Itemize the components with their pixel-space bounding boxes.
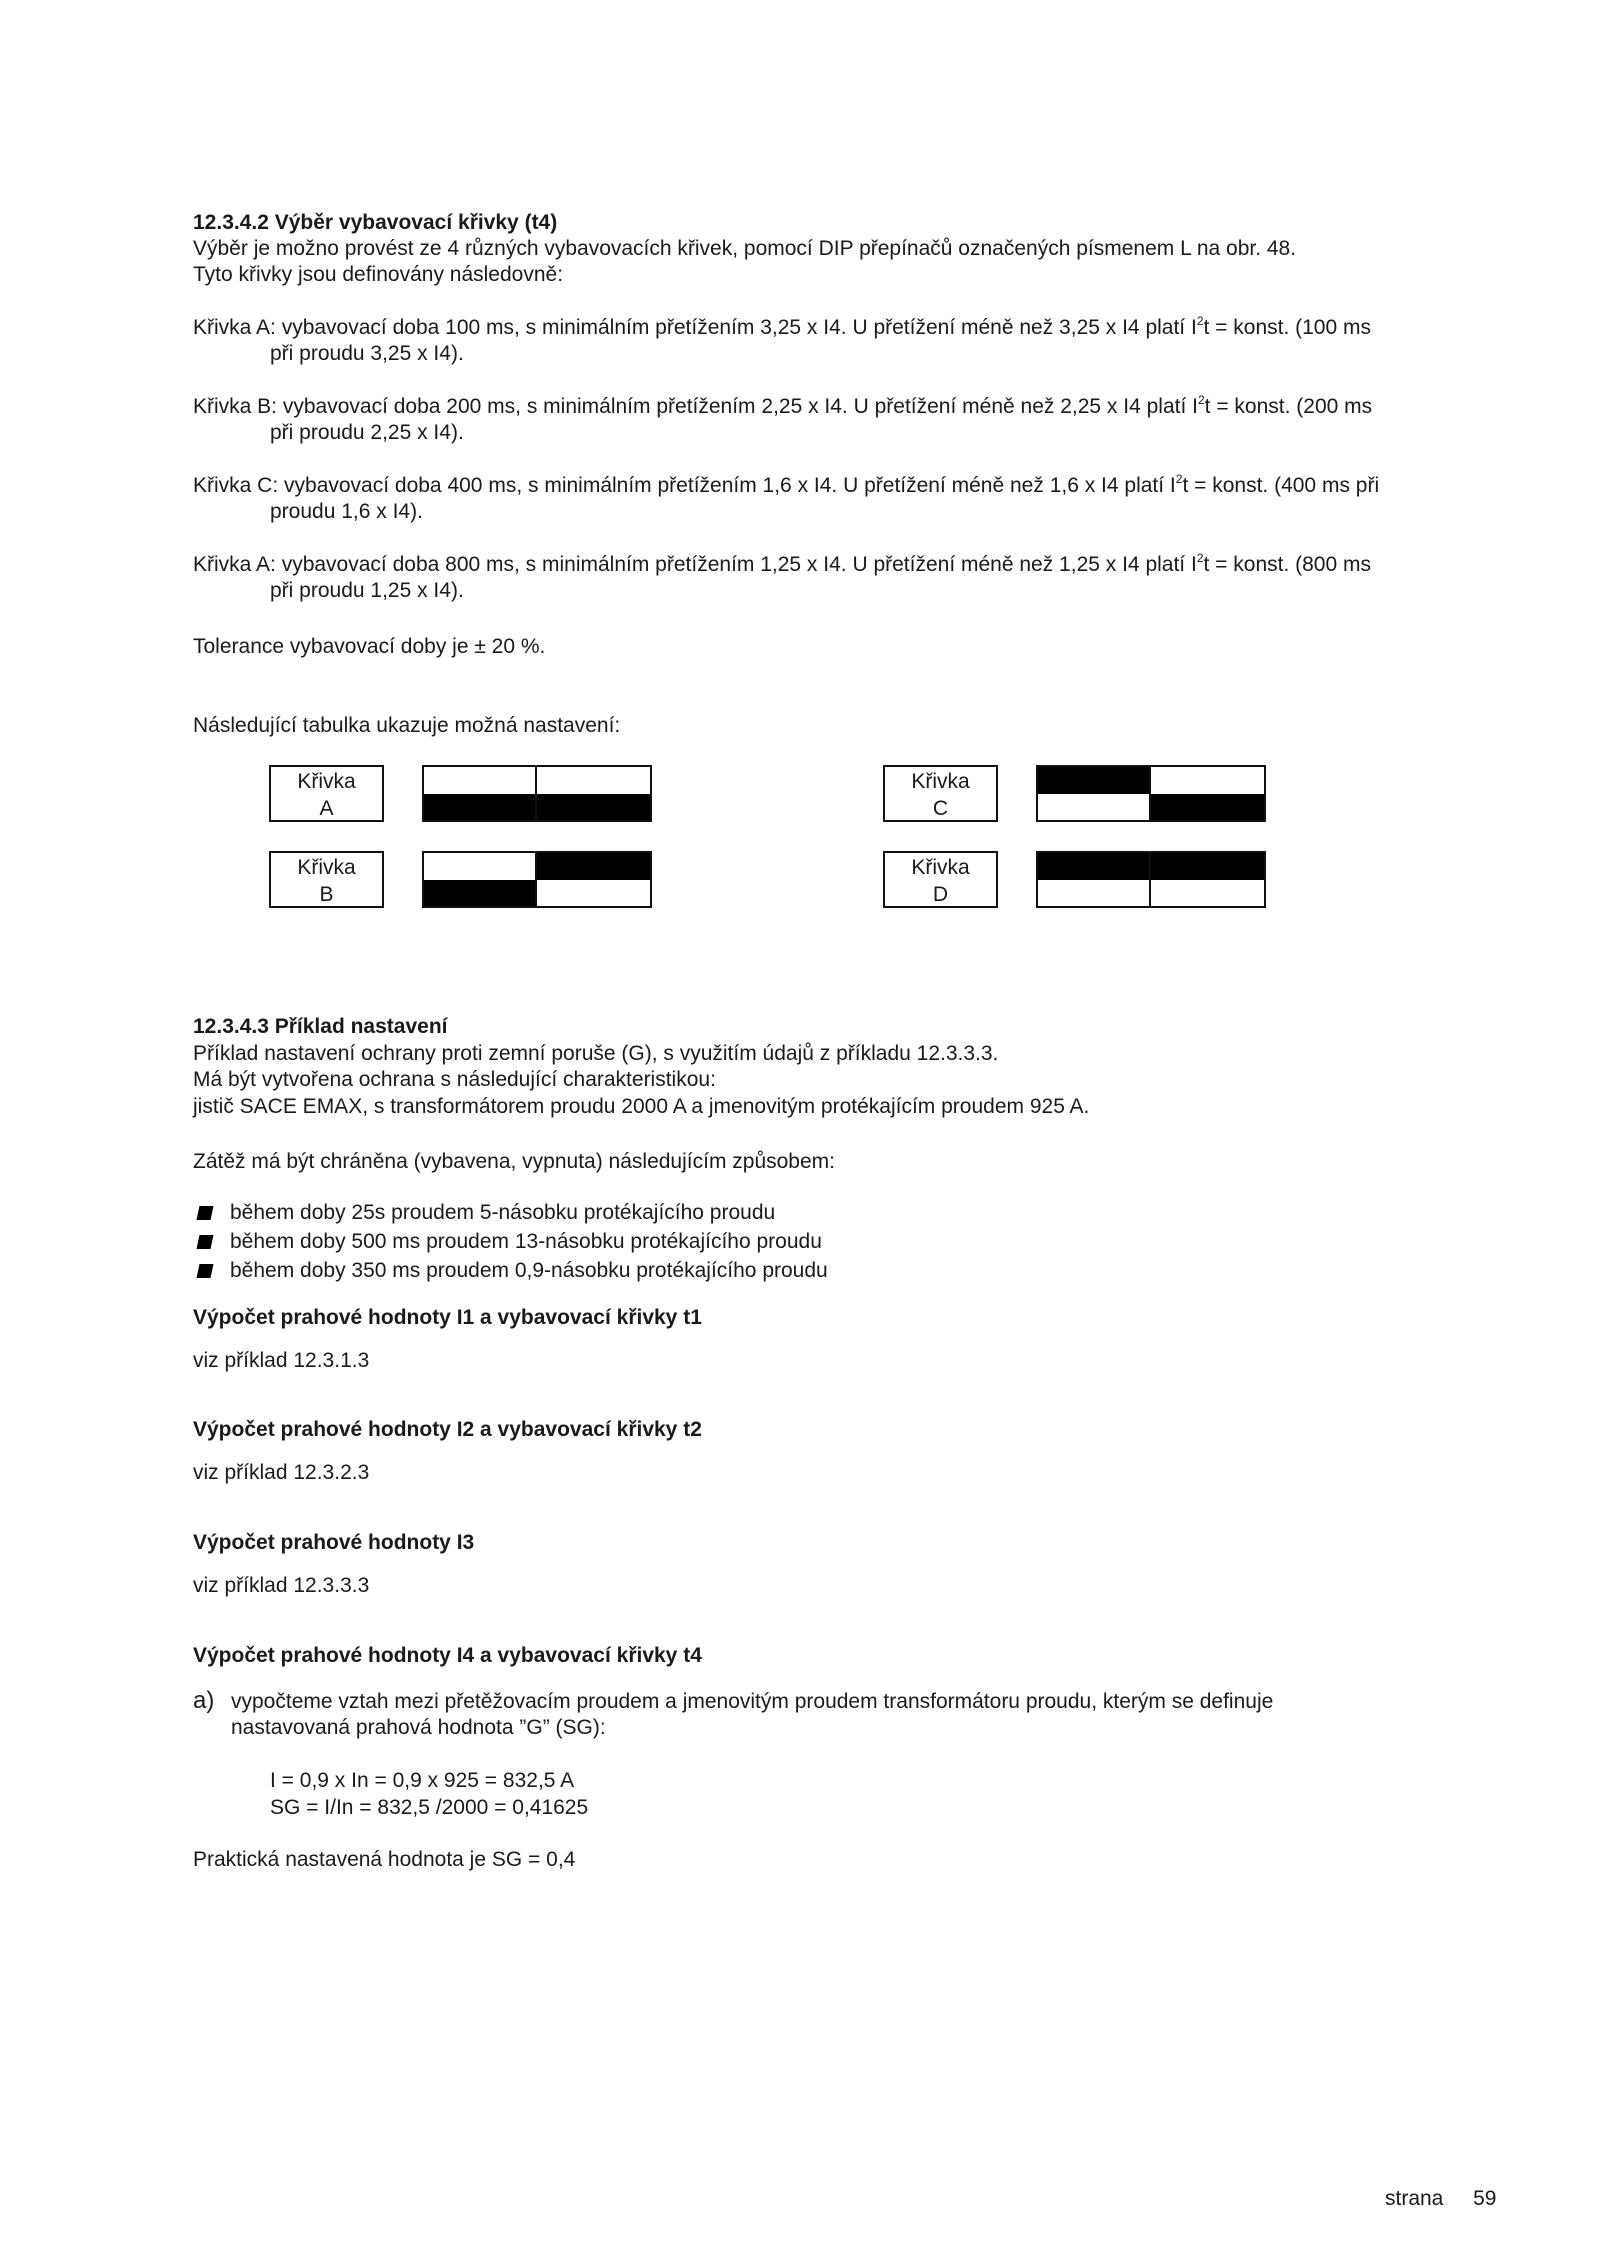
curve-label-word: Křivka [297, 856, 356, 879]
dip-cell [537, 767, 650, 794]
calc-i4-title: Výpočet prahové hodnoty I4 a vybavovací křivky t4 [193, 1644, 702, 1667]
calc-i1-reference: viz příklad 12.3.1.3 [193, 1349, 370, 1372]
example-line-2: Má být vytvořena ochrana s následující charakteristikou: [193, 1068, 716, 1091]
dip-cell [1038, 794, 1151, 821]
curve-line-1: Křivka A: vybavovací doba 100 ms, s minimálním přetížením 3,25 x I4. U přetížení méně než 3,25 x I4 platí $I^2t$ = konst. (100 ms [193, 314, 1371, 339]
dip-cell [424, 880, 537, 907]
formula-sg: SG = I/In = 832,5 /2000 = 0,41625 [270, 1796, 589, 1819]
dip-switch-pattern [1036, 851, 1266, 908]
dip-cell [1038, 880, 1151, 907]
item-line-2: nastavovaná prahová hodnota ”G” (SG): [231, 1716, 606, 1739]
item-line-1: vypočteme vztah mezi přetěžovacím proudem a jmenovitým proudem transformátoru proudu, kterým se definuje [231, 1690, 1274, 1713]
intro-line-1: Výběr je možno provést ze 4 různých vybavovacích křivek, pomocí DIP přepínačů označených písmenem L na obr. 48. [193, 237, 1297, 260]
bullet-text: během doby 350 ms proudem 0,9-násobku protékajícího proudu [230, 1259, 828, 1282]
curve-label-word: Křivka [911, 770, 970, 793]
dip-cell [1151, 880, 1264, 907]
dip-cell [1038, 767, 1151, 794]
dip-cell [1038, 853, 1151, 880]
page-number: 59 [1473, 2187, 1497, 2210]
page-footer [1385, 2186, 1496, 2212]
curve-line-1: Křivka C: vybavovací doba 400 ms, s minimálním přetížením 1,6 x I4. U přetížení méně než 1,6 x I4 platí $I^2t$ = konst. (400 ms při [193, 472, 1380, 497]
section-heading-12-3-4-3: 12.3.4.3 Příklad nastavení [193, 1015, 448, 1038]
dip-cell [537, 853, 650, 880]
dip-cell [537, 794, 650, 821]
dip-switch-pattern [1036, 765, 1266, 822]
curve-label-box [269, 851, 384, 908]
curve-line-2: při proudu 1,25 x I4). [270, 579, 464, 602]
dip-cell [424, 767, 537, 794]
curve-line-2: při proudu 2,25 x I4). [270, 421, 464, 444]
dip-switch-pattern [422, 765, 652, 822]
square-bullet-icon [197, 1235, 214, 1249]
item-marker: a) [193, 1687, 215, 1714]
curve-label-letter: A [319, 797, 334, 820]
curve-label-box [269, 765, 384, 822]
formula-current: I = 0,9 x In = 0,9 x 925 = 832,5 A [270, 1769, 575, 1792]
curve-label-box [883, 765, 998, 822]
calc-i1-title: Výpočet prahové hodnoty I1 a vybavovací křivky t1 [193, 1306, 702, 1329]
load-intro-text: Zátěž má být chráněna (vybavena, vypnuta) následujícím způsobem: [193, 1150, 835, 1173]
dip-switch-pattern [422, 851, 652, 908]
dip-cell [424, 794, 537, 821]
curve-line-1: Křivka B: vybavovací doba 200 ms, s minimálním přetížením 2,25 x I4. U přetížení méně než 2,25 x I4 platí $I^2t$ = konst. (200 ms [193, 393, 1373, 418]
curve-label-letter: D [932, 883, 949, 906]
dip-cell [1151, 767, 1264, 794]
example-line-3: jistič SACE EMAX, s transformátorem proudu 2000 A a jmenovitým protékajícím proudem 925 A. [193, 1095, 1090, 1118]
example-line-1: Příklad nastavení ochrany proti zemní poruše (G), s využitím údajů z příkladu 12.3.3.3. [193, 1042, 999, 1065]
calc-i2-title: Výpočet prahové hodnoty I2 a vybavovací křivky t2 [193, 1418, 702, 1441]
dip-cell [1151, 853, 1264, 880]
calc-i2-reference: viz příklad 12.3.2.3 [193, 1461, 370, 1484]
curve-label-letter: C [932, 797, 949, 820]
curve-label-word: Křivka [297, 770, 356, 793]
curve-line-2: při proudu 3,25 x I4). [270, 342, 464, 365]
dip-cell [1151, 794, 1264, 821]
curve-label-box [883, 851, 998, 908]
calc-i3-title: Výpočet prahové hodnoty I3 [193, 1531, 475, 1554]
dip-cell [424, 853, 537, 880]
curve-line-1: Křivka A: vybavovací doba 800 ms, s minimálním přetížením 1,25 x I4. U přetížení méně než 1,25 x I4 platí $I^2t$ = konst. (800 ms [193, 551, 1371, 576]
curve-label-word: Křivka [911, 856, 970, 879]
square-bullet-icon [197, 1206, 214, 1220]
dip-cell [537, 880, 650, 907]
page-label: strana [1385, 2187, 1444, 2210]
tolerance-text: Tolerance vybavovací doby je ± 20 %. [193, 635, 546, 658]
bullet-text: během doby 25s proudem 5-násobku protékajícího proudu [230, 1201, 776, 1224]
bullet-text: během doby 500 ms proudem 13-násobku protékajícího proudu [230, 1230, 822, 1253]
square-bullet-icon [197, 1264, 214, 1278]
curve-label-letter: B [319, 883, 334, 906]
section-heading-12-3-4-2: 12.3.4.2 Výběr vybavovací křivky (t4) [193, 211, 558, 234]
table-intro-text: Následující tabulka ukazuje možná nastavení: [193, 714, 621, 737]
practical-value-text: Praktická nastavená hodnota je SG = 0,4 [193, 1848, 576, 1871]
intro-line-2: Tyto křivky jsou definovány následovně: [193, 263, 564, 286]
calc-i3-reference: viz příklad 12.3.3.3 [193, 1574, 370, 1597]
curve-line-2: proudu 1,6 x I4). [270, 500, 423, 523]
